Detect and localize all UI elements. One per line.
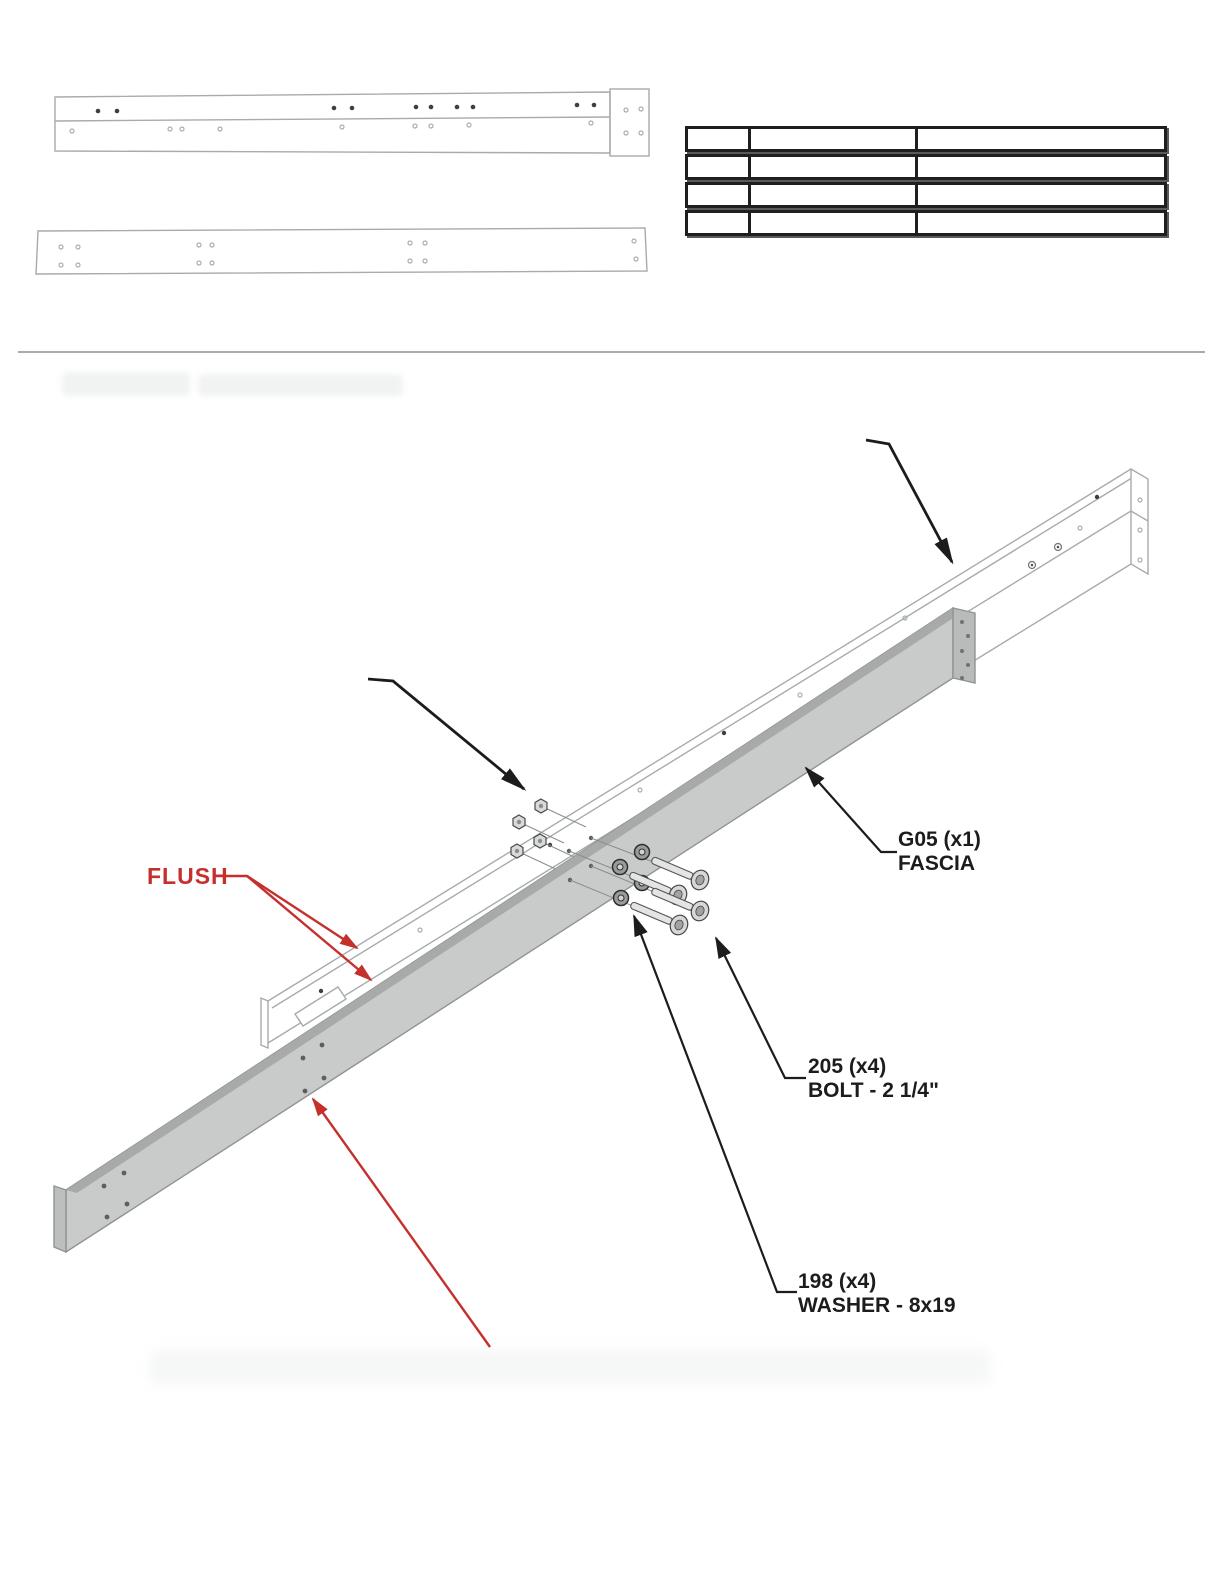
barrel-nut: [513, 815, 525, 829]
arrow-to-rail: [866, 440, 952, 562]
fascia-board: [54, 608, 975, 1252]
rail-beam-holes: [319, 495, 1142, 993]
bolt-label-code: 205 (x4): [808, 1055, 887, 1078]
fascia-left-end: [54, 1186, 66, 1252]
washer-label-code: 198 (x4): [798, 1270, 877, 1293]
washer-label-leader: [634, 916, 797, 1292]
fascia-right-end: [953, 608, 975, 683]
rail-left-end: [261, 998, 268, 1048]
bolt-label-leader: [716, 938, 806, 1078]
fascia-flat-holes: [59, 239, 638, 267]
part-view-fascia-flat: [36, 228, 647, 274]
washer: [635, 845, 650, 860]
part-view-rail: [55, 89, 649, 156]
washer-label-name: WASHER - 8x19: [798, 1294, 956, 1317]
fascia-label-name: FASCIA: [898, 852, 976, 875]
bolt-label-name: BOLT - 2 1/4": [808, 1079, 939, 1102]
fascia-label-code: G05 (x1): [898, 828, 981, 851]
arrow-to-nuts: [368, 679, 524, 789]
fascia-label-leader: [806, 768, 897, 852]
barrel-nut: [511, 844, 523, 858]
fascia-top-edge: [66, 608, 964, 1193]
barrel-nut: [534, 834, 546, 848]
washer: [614, 891, 629, 906]
flush-arrow-fascia: [247, 876, 371, 980]
washer: [613, 860, 628, 875]
red-arrow-hole: [313, 1099, 490, 1347]
flush-label: FLUSH: [147, 863, 229, 889]
barrel-nut: [535, 799, 547, 813]
